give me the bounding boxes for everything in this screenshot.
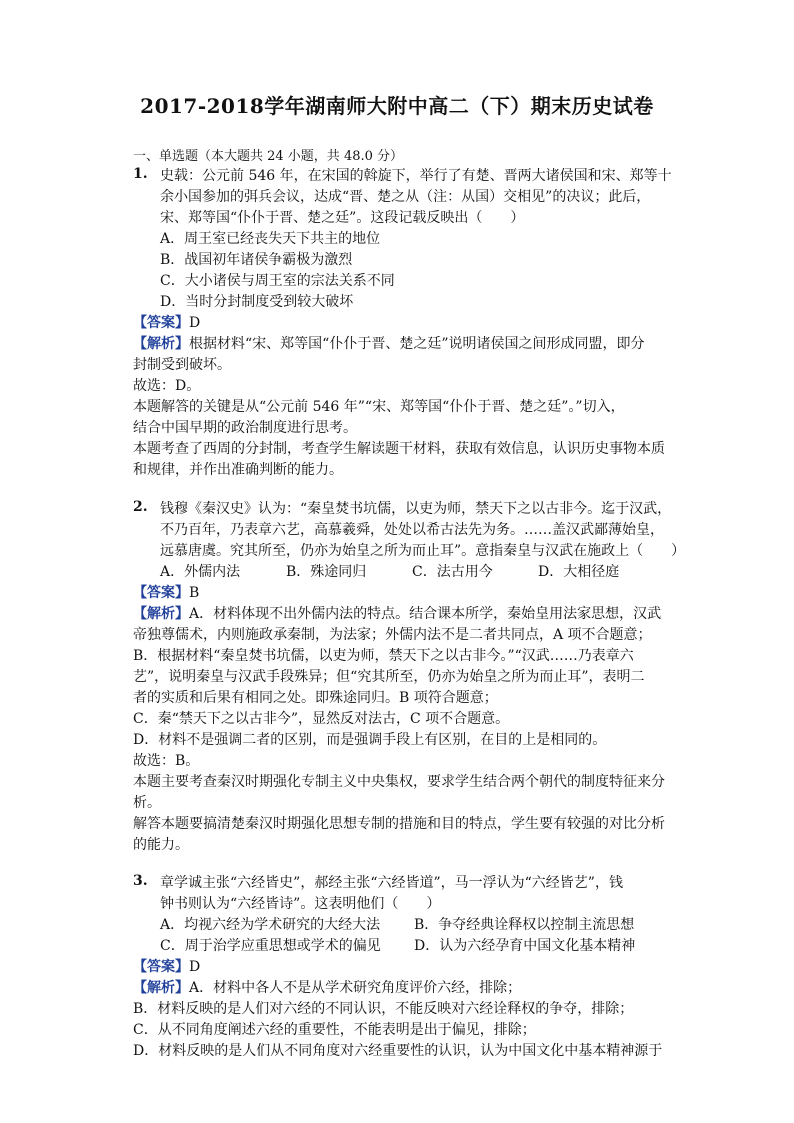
question-2-analysis-line: D．材料不是强调二者的区别，而是强调手段上有区别，在目的上是相同的。	[133, 732, 607, 748]
exam-title: 2017-2018学年湖南师大附中高二（下）期末历史试卷	[140, 94, 654, 118]
question-1-option-d: D．当时分封制度受到较大破坏	[160, 294, 354, 310]
question-2-analysis-line: 故选：B。	[133, 753, 200, 769]
question-3-option-d: D．认为六经孕育中国文化基本精神	[414, 938, 636, 954]
question-2-analysis-line: 的能力。	[133, 837, 189, 853]
answer-label: 【答案】	[133, 585, 189, 601]
question-2-analysis-line: 【解析】A．材料体现不出外儒内法的特点。结合课本所学，秦始皇用法家思想，汉武	[133, 606, 662, 622]
question-3-analysis-line: B．材料反映的是人们对六经的不同认识，不能反映对六经诠释权的争夺，排除；	[133, 1001, 634, 1017]
analysis-label: 【解析】	[133, 980, 189, 996]
analysis-label: 【解析】	[133, 606, 189, 622]
question-1-option-c: C．大小诸侯与周王室的宗法关系不同	[160, 273, 395, 289]
question-2-analysis-line: 本题主要考查秦汉时期强化专制主义中央集权，要求学生结合两个朝代的制度特征来分	[133, 774, 665, 790]
question-2-analysis-line: C．秦“禁天下之以古非今”，显然反对法古，C 项不合题意。	[133, 711, 510, 727]
question-1-analysis-line: 【解析】根据材料“宋、郑等国“仆仆于晋、楚之廷”说明诸侯国之间形成同盟，即分	[133, 336, 645, 352]
question-1-stem-line: 余小国参加的弭兵会议，达成“晋、楚之从（注：从国）交相见”的决议；此后，	[160, 189, 651, 205]
question-2-option-d: D．大相径庭	[538, 564, 620, 580]
question-1-analysis-line: 本题解答的关键是从“公元前 546 年”“宋、郑等国“仆仆于晋、楚之廷”。”切入，	[133, 399, 625, 415]
question-1-analysis-line: 封制受到破坏。	[133, 357, 231, 373]
question-1-stem-line: 宋、郑等国“仆仆于晋、楚之廷”。这段记载反映出（ ）	[160, 210, 525, 226]
question-3-option-a: A．均视六经为学术研究的大经大法	[160, 917, 381, 933]
question-3-analysis-line: D．材料反映的是人们从不同角度对六经重要性的认识，认为中国文化中基本精神源于	[133, 1043, 663, 1059]
section-heading: 一、单选题（本大题共 24 小题，共 48.0 分）	[133, 149, 404, 164]
question-1-analysis-line: 结合中国早期的政治制度进行思考。	[133, 420, 357, 436]
answer-label: 【答案】	[133, 315, 189, 331]
analysis-label: 【解析】	[133, 336, 189, 352]
question-2-answer: B	[189, 585, 200, 601]
question-2-option-b: B．殊途同归	[286, 564, 367, 580]
question-2-analysis-line: 解答本题要搞清楚秦汉时期强化思想专制的措施和目的特点，学生要有较强的对比分析	[133, 816, 665, 832]
question-2-options-row	[160, 562, 619, 582]
question-3-number: 3.	[133, 873, 148, 889]
question-2-stem-line: 钱穆《秦汉史》认为：“秦皇焚书坑儒，以吏为师，禁天下之以古非今。迄于汉武，	[160, 501, 672, 517]
question-2-number: 2.	[133, 499, 148, 515]
question-3-answer-row	[133, 957, 200, 977]
question-2-analysis-line: 析。	[133, 795, 161, 811]
question-2-analysis-line: B．根据材料“秦皇焚书坑儒，以吏为师，禁天下之以古非今。”“汉武……乃表章六	[133, 648, 634, 664]
question-2-option-a: A．外儒内法	[160, 564, 241, 580]
question-1-option-a: A．周王室已经丧失天下共主的地位	[160, 231, 381, 247]
question-1-answer: D	[189, 315, 201, 331]
question-3-option-b: B．争夺经典诠释权以控制主流思想	[414, 917, 635, 933]
question-1-analysis-line: 和规律，并作出准确判断的能力。	[133, 462, 343, 478]
question-2-stem-line: 不乃百年，乃表章六艺，高慕羲舜，处处以希古法先为务。……盖汉武鄙薄始皇，	[160, 522, 664, 538]
question-2-stem-line: 远慕唐虞。究其所至，仍亦为始皇之所为而止耳”。意指秦皇与汉武在施政上（ ）	[160, 543, 686, 559]
question-3-options-row	[160, 915, 634, 935]
question-3-answer: D	[189, 959, 201, 975]
question-2-analysis-line: 者的实质和后果有相同之处。即殊途同归。B 项符合题意；	[133, 690, 498, 706]
question-1-stem-line: 史载：公元前 546 年，在宋国的斡旋下，举行了有楚、晋两大诸侯国和宋、郑等十	[160, 168, 672, 184]
question-3-analysis-line: C．从不同角度阐述六经的重要性，不能表明是出于偏见，排除；	[133, 1022, 536, 1038]
question-3-analysis-line: 【解析】A．材料中各人不是从学术研究角度评价六经，排除；	[133, 980, 522, 996]
question-3-stem-line: 钟书则认为“六经皆诗”。这表明他们（ ）	[160, 896, 441, 912]
question-1-number: 1.	[133, 166, 148, 182]
question-1-analysis-line: 本题考查了西周的分封制，考查学生解读题干材料，获取有效信息，认识历史事物本质	[133, 441, 665, 457]
question-2-answer-row	[133, 583, 199, 603]
question-3-stem-line: 章学诚主张“六经皆史”，郝经主张“六经皆道”，马一浮认为“六经皆艺”，钱	[160, 875, 623, 891]
question-3-options-row	[160, 936, 635, 956]
question-3-option-c: C．周于治学应重思想或学术的偏见	[160, 938, 381, 954]
question-2-analysis-line: 帝独尊儒术，内则施政承秦制，为法家；外儒内法不是二者共同点，A 项不合题意；	[133, 627, 652, 643]
question-1-option-b: B．战国初年诸侯争霸极为激烈	[160, 252, 353, 268]
question-1-analysis-line: 故选：D。	[133, 378, 201, 394]
answer-label: 【答案】	[133, 959, 189, 975]
question-1-answer-row	[133, 313, 200, 333]
question-2-option-c: C．法古用今	[412, 564, 493, 580]
question-2-analysis-line: 艺”，说明秦皇与汉武手段殊异；但“究其所至，仍亦为始皇之所为而止耳”，表明二	[133, 669, 645, 685]
